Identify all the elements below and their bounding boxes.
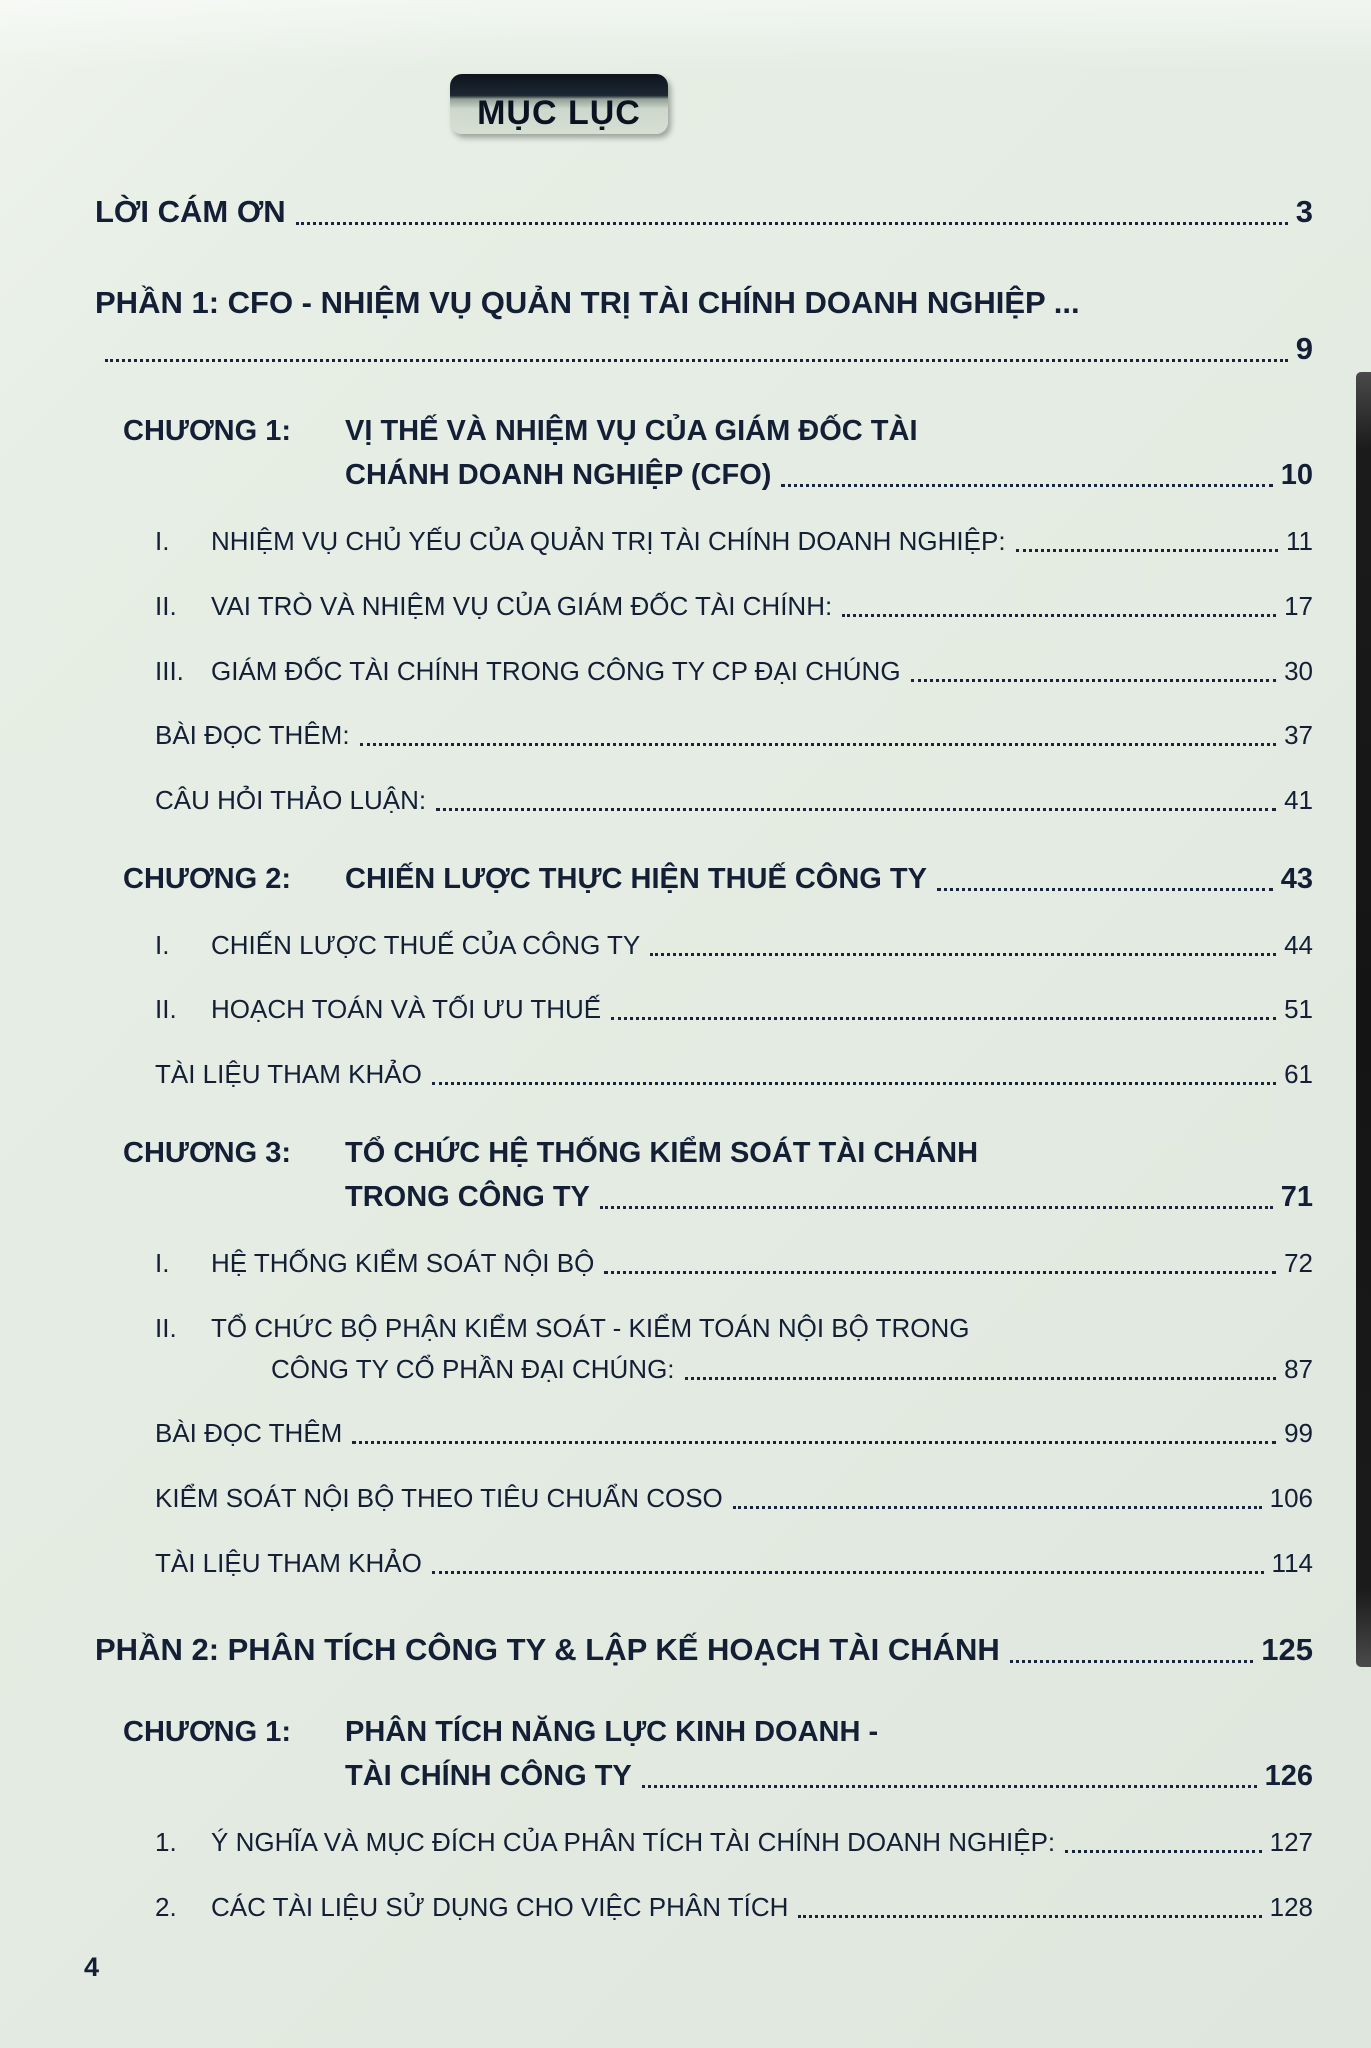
toc-line	[95, 194, 1313, 231]
toc-text: VỊ THẾ VÀ NHIỆM VỤ CỦA GIÁM ĐỐC TÀI	[345, 414, 918, 447]
toc-page-number: 10	[1280, 458, 1313, 491]
dotted-leader	[436, 808, 1276, 811]
toc-entry	[95, 720, 1313, 751]
toc-page-number: 30	[1284, 655, 1313, 686]
toc-text: PHẦN 1: CFO - NHIỆM VỤ QUẢN TRỊ TÀI CHÍNH DOANH NGHIỆP ...	[95, 284, 1080, 320]
toc-text: LỜI CÁM ƠN	[95, 194, 286, 229]
toc-entry	[95, 656, 1313, 687]
toc-entry	[95, 1248, 1313, 1279]
toc-line	[95, 1354, 1313, 1385]
dotted-leader	[1065, 1850, 1261, 1853]
toc-line	[95, 1483, 1313, 1514]
toc-page-number: 87	[1284, 1353, 1313, 1384]
item-number: II.	[155, 994, 177, 1025]
item-number: II.	[155, 1312, 177, 1343]
toc-entry	[95, 1483, 1313, 1514]
toc-text: KIỂM SOÁT NỘI BỘ THEO TIÊU CHUẨN COSO	[155, 1482, 723, 1513]
dotted-leader	[352, 1441, 1276, 1444]
toc-page-number: 72	[1284, 1248, 1313, 1279]
toc-entry	[95, 1059, 1313, 1090]
chapter-label: CHƯƠNG 3:	[123, 1136, 292, 1169]
dotted-leader	[798, 1915, 1261, 1918]
item-number: I.	[155, 1248, 170, 1279]
toc-text: PHÂN TÍCH NĂNG LỰC KINH DOANH -	[345, 1715, 879, 1748]
chapter-label: CHƯƠNG 1:	[123, 414, 292, 447]
toc-entry	[95, 414, 1313, 492]
page-number: 4	[84, 1952, 100, 1982]
toc-entry	[95, 285, 1313, 368]
toc-text: TÀI LIỆU THAM KHẢO	[155, 1059, 422, 1090]
toc-entry	[95, 930, 1313, 961]
toc-text: CÔNG TY CỔ PHẦN ĐẠI CHÚNG:	[271, 1353, 675, 1384]
toc-entry	[95, 1548, 1313, 1579]
toc-text: Ý NGHĨA VÀ MỤC ĐÍCH CỦA PHÂN TÍCH TÀI CHÍNH DOANH NGHIỆP:	[211, 1827, 1056, 1858]
toc-page-number: 9	[1295, 331, 1313, 367]
toc-text: NHIỆM VỤ CHỦ YẾU CỦA QUẢN TRỊ TÀI CHÍNH DOANH NGHIỆP:	[211, 526, 1006, 557]
toc-line	[95, 1248, 1313, 1279]
toc-text: TÀI LIỆU THAM KHẢO	[155, 1547, 422, 1578]
toc-text: BÀI ĐỌC THÊM:	[155, 720, 350, 751]
toc-entry	[95, 785, 1313, 816]
toc-line	[95, 1759, 1313, 1793]
toc-line	[95, 1180, 1313, 1214]
toc-line	[95, 720, 1313, 751]
dotted-leader	[105, 359, 1288, 362]
dotted-leader	[600, 1206, 1273, 1209]
toc-text: CHIẾN LƯỢC THỰC HIỆN THUẾ CÔNG TY	[345, 862, 927, 895]
toc-line	[95, 1892, 1313, 1923]
toc-page-number: 125	[1261, 1632, 1313, 1668]
toc-page-number: 99	[1284, 1418, 1313, 1449]
item-number: 1.	[155, 1827, 177, 1858]
toc-page-number: 3	[1295, 194, 1313, 229]
dotted-leader	[937, 888, 1273, 891]
toc-page-number: 61	[1284, 1059, 1313, 1090]
dotted-leader	[650, 953, 1276, 956]
toc-text: TÀI CHÍNH CÔNG TY	[345, 1760, 632, 1793]
toc-list	[0, 194, 1371, 1923]
toc-line	[95, 1827, 1313, 1858]
toc-line	[95, 285, 1313, 322]
toc-entry	[95, 1136, 1313, 1214]
toc-text: CHIẾN LƯỢC THUẾ CỦA CÔNG TY	[211, 929, 641, 960]
toc-page-number: 126	[1264, 1760, 1313, 1793]
toc-page-number: 37	[1284, 720, 1313, 751]
toc-entry	[95, 1418, 1313, 1449]
toc-entry	[95, 862, 1313, 896]
item-number: 2.	[155, 1891, 177, 1922]
toc-line	[95, 1632, 1313, 1669]
toc-entry	[95, 1892, 1313, 1923]
toc-text: TỔ CHỨC BỘ PHẬN KIỂM SOÁT - KIỂM TOÁN NỘI BỘ TRONG	[211, 1312, 970, 1343]
toc-page-number: 41	[1284, 784, 1313, 815]
toc-entry	[95, 1632, 1313, 1669]
toc-line	[95, 1418, 1313, 1449]
toc-line	[95, 1313, 1313, 1344]
toc-text: TỔ CHỨC HỆ THỐNG KIỂM SOÁT TÀI CHÁNH	[345, 1136, 979, 1169]
dotted-leader	[611, 1017, 1276, 1020]
toc-line	[95, 656, 1313, 687]
dotted-leader	[642, 1785, 1257, 1788]
toc-page-number: 44	[1284, 929, 1313, 960]
toc-text: HỆ THỐNG KIỂM SOÁT NỘI BỘ	[211, 1248, 595, 1279]
toc-line	[95, 414, 1313, 448]
dotted-leader	[432, 1571, 1264, 1574]
toc-entry	[95, 194, 1313, 231]
dotted-leader	[1010, 1660, 1253, 1663]
dotted-leader	[360, 743, 1277, 746]
dotted-leader	[432, 1082, 1276, 1085]
toc-text: TRONG CÔNG TY	[345, 1180, 590, 1213]
item-number: I.	[155, 929, 170, 960]
toc-entry	[95, 994, 1313, 1025]
toc-text: VAI TRÒ VÀ NHIỆM VỤ CỦA GIÁM ĐỐC TÀI CHÍNH:	[211, 590, 833, 621]
dotted-leader	[781, 484, 1272, 487]
chapter-label: CHƯƠNG 1:	[123, 1715, 292, 1748]
toc-page-number: 127	[1269, 1827, 1313, 1858]
book-edge-shadow	[1356, 372, 1371, 1667]
toc-page-number: 17	[1284, 590, 1313, 621]
toc-entry	[95, 1313, 1313, 1384]
item-number: III.	[155, 655, 184, 686]
toc-line	[95, 331, 1313, 368]
toc-line	[95, 526, 1313, 557]
toc-page-number: 43	[1280, 862, 1313, 895]
toc-entry	[95, 1715, 1313, 1793]
toc-line	[95, 591, 1313, 622]
toc-line	[95, 1136, 1313, 1170]
toc-text: CÂU HỎI THẢO LUẬN:	[155, 784, 427, 815]
toc-page-number: 128	[1269, 1891, 1313, 1922]
toc-page-number: 11	[1286, 526, 1313, 557]
toc-line	[95, 994, 1313, 1025]
toc-line	[95, 862, 1313, 896]
toc-line	[95, 458, 1313, 492]
toc-entry	[95, 591, 1313, 622]
toc-page-number: 106	[1269, 1482, 1313, 1513]
toc-entry	[95, 526, 1313, 557]
toc-page-number: 51	[1284, 994, 1313, 1025]
chapter-label: CHƯƠNG 2:	[123, 862, 292, 895]
toc-text: CHÁNH DOANH NGHIỆP (CFO)	[345, 458, 772, 491]
toc-line	[95, 1715, 1313, 1749]
dotted-leader	[842, 614, 1276, 617]
mucluc-banner	[450, 74, 668, 134]
page-title: MỤC LỤC	[477, 94, 641, 132]
toc-text: CÁC TÀI LIỆU SỬ DỤNG CHO VIỆC PHÂN TÍCH	[211, 1891, 789, 1922]
item-number: I.	[155, 526, 170, 557]
dotted-leader	[1016, 549, 1278, 552]
dotted-leader	[685, 1377, 1277, 1380]
toc-page-number: 114	[1271, 1547, 1313, 1578]
dotted-leader	[733, 1506, 1262, 1509]
dotted-leader	[296, 222, 1288, 225]
toc-entry	[95, 1827, 1313, 1858]
toc-line	[95, 785, 1313, 816]
toc-line	[95, 930, 1313, 961]
toc-text: BÀI ĐỌC THÊM	[155, 1418, 343, 1449]
dotted-leader	[911, 679, 1277, 682]
toc-line	[95, 1059, 1313, 1090]
item-number: II.	[155, 590, 177, 621]
toc-text: PHẦN 2: PHÂN TÍCH CÔNG TY & LẬP KẾ HOẠCH TÀI CHÁNH	[95, 1632, 1000, 1668]
toc-text: HOẠCH TOÁN VÀ TỐI ƯU THUẾ	[211, 994, 602, 1025]
toc-text: GIÁM ĐỐC TÀI CHÍNH TRONG CÔNG TY CP ĐẠI CHÚNG	[211, 655, 901, 686]
toc-line	[95, 1548, 1313, 1579]
toc-page-number: 71	[1280, 1180, 1313, 1213]
dotted-leader	[604, 1271, 1276, 1274]
